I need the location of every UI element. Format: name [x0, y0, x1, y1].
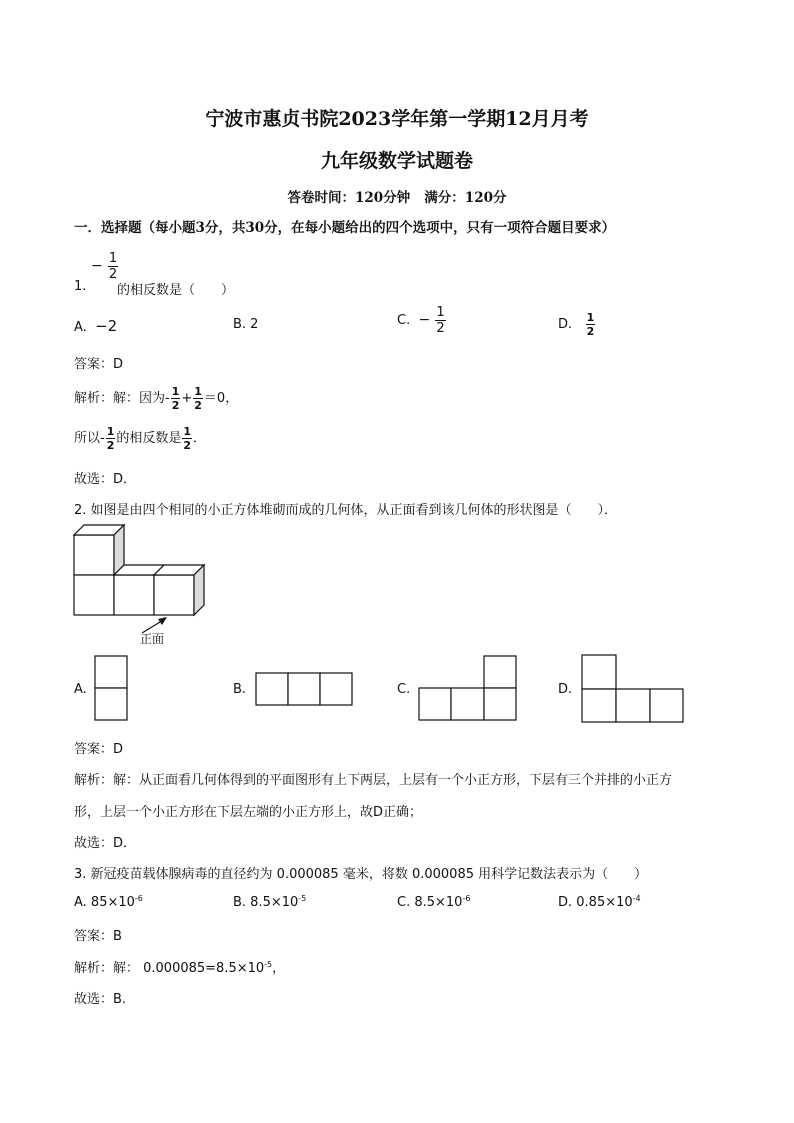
q2-analysis-line2: 形，上层一个小正方形在下层左端的小正方形上，故D正确； [74, 805, 423, 820]
q1-option-d: D. $\frac{1}{2}$ [558, 311, 595, 338]
q1-choose: 故选：D． [74, 472, 137, 487]
q2-option-d-figure [581, 654, 691, 726]
q1-number: 1. [74, 279, 87, 294]
q2-answer: 答案：D [74, 742, 124, 757]
q1-frac: $\frac{1}{2}$ [108, 251, 118, 282]
q2-choose: 故选：D． [74, 836, 137, 851]
q2-front-label: 正面 [140, 632, 165, 646]
q1-analysis: 解析：解：因为- $\frac{1}{2}$ + $\frac{1}{2}$ ＝0， [74, 385, 239, 412]
q1-stem: 的相反数是（ ） [117, 283, 235, 298]
exam-subtitle: 九年级数学试题卷 [320, 150, 473, 172]
q3-stem: 3. 新冠疫苗载体腺病毒的直径约为 0.000085 毫米，将数 0.000085 用科学记数法表示为（ ） [74, 867, 648, 882]
exam-title: 宁波市惠贞书院2023学年第一学期12月月考 [205, 108, 589, 130]
q2-option-b-figure [255, 672, 365, 712]
time-label: 答卷时间：120分钟 [287, 190, 411, 206]
q2-stem: 2. 如图是由四个相同的小正方体堆砌而成的几何体，从正面看到该几何体的形状图是（ ）． [74, 503, 618, 518]
q2-option-a-label: A. [74, 682, 87, 697]
q2-option-c-label: C. [397, 682, 411, 697]
q2-option-a-figure [94, 655, 134, 725]
q1-so: 所以- $\frac{1}{2}$ 的相反数是 $\frac{1}{2}$ ． [74, 425, 207, 452]
q3-option-a: A. $85\times 10^{-6}$ [74, 894, 143, 910]
q3-option-d: D. $0.85\times 10^{-4}$ [558, 894, 641, 910]
score-label: 满分：120分 [424, 190, 507, 206]
q3-answer: 答案：B [74, 929, 122, 944]
q1-option-b: B. 2 [233, 317, 259, 332]
arrow-head-icon [158, 617, 167, 625]
q2-option-b-label: B. [233, 682, 247, 697]
q3-analysis: 解析：解： $0.000085=8.5\times 10^{-5}$， [74, 960, 286, 976]
q3-option-b: B. $8.5\times 10^{-5}$ [233, 894, 307, 910]
q2-option-c-figure [418, 655, 528, 727]
q3-choose: 故选：B. [74, 992, 127, 1007]
q3-option-c: C. $8.5\times 10^{-6}$ [397, 894, 471, 910]
q1-option-c: C. − $\frac{1}{2}$ [397, 305, 445, 336]
section-heading: 一．选择题（每小题3分，共30分，在每小题给出的四个选项中，只有一项符合题目要求） [74, 220, 616, 236]
q2-analysis-line1: 解析：解：从正面看几何体得到的平面图形有上下两层，上层有一个小正方形，下层有三个并排的小正方 [74, 773, 673, 788]
q1-answer: 答案：D [74, 357, 124, 372]
q1-frac-sign: − [91, 258, 103, 274]
q2-option-d-label: D. [558, 682, 573, 697]
q1-option-a: A. −2 [74, 317, 118, 335]
